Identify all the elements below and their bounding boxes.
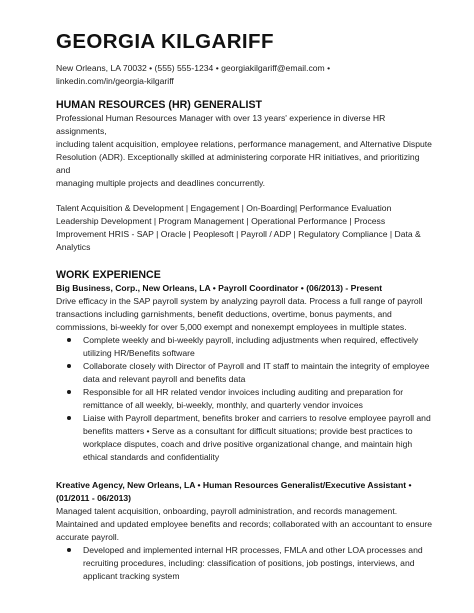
bullet-line: utilizing HR/Benefits software xyxy=(83,348,195,358)
skills-line: Talent Acquisition & Development | Engagement | On-Boarding| Performance Evaluation xyxy=(56,203,392,213)
job-description-line: accurate payroll. xyxy=(56,532,120,542)
summary-line: managing multiple projects and deadlines concurrently. xyxy=(56,178,266,188)
bullet-line: remittance of all weekly, bi-weekly, monthly, and quarterly vendor invoices xyxy=(83,400,363,410)
summary-line: Resolution (ADR). Exceptionally skilled at administering corporate HR initiatives, and prioritizing and xyxy=(56,152,420,175)
bullet-line: Collaborate closely with Director of Payroll and IT staff to maintain the integrity of employee xyxy=(83,361,430,371)
job-description-line: transactions including garnishments, benefit deductions, overtime, bonus payments, and xyxy=(56,309,392,319)
candidate-name: GEORGIA KILGARIFF xyxy=(56,30,274,53)
contact-line: New Orleans, LA 70032 • (555) 555-1234 • georgiakilgariff@email.com • xyxy=(56,63,331,73)
job-bullets xyxy=(56,544,434,583)
skills-line: Analytics xyxy=(56,242,91,252)
bullet-line: Responsible for all HR related vendor invoices including auditing and preparation for xyxy=(83,387,404,397)
job-heading xyxy=(56,479,434,505)
skills-list xyxy=(56,202,434,254)
bullet-item xyxy=(56,412,434,464)
job-heading: Big Business, Corp., New Orleans, LA • Payroll Coordinator • (06/2013) - Present xyxy=(56,283,383,293)
job-heading-line: (01/2011 - 06/2013) xyxy=(56,493,132,503)
bullet-line: data and relevant payroll and benefits data xyxy=(83,374,246,384)
summary-line: Professional Human Resources Manager with over 13 years' experience in diverse HR assignments, xyxy=(56,113,386,136)
bullet-item xyxy=(56,544,434,583)
job-bullets xyxy=(56,334,434,464)
job-description-line: Managed talent acquisition, onboarding, payroll administration, and records management. xyxy=(56,506,398,516)
job-description-line: Drive efficacy in the SAP payroll system by analyzing payroll data. Process a full range of payroll xyxy=(56,296,423,306)
experience-title: WORK EXPERIENCE xyxy=(56,269,161,281)
job-description xyxy=(56,295,434,334)
bullet-item xyxy=(56,334,434,360)
bullet-line: ethical standards and confidentiality xyxy=(83,452,220,462)
summary-line: including talent acquisition, employee relations, performance management, and Alternative Dispute xyxy=(56,139,432,149)
bullet-line: benefits matters • Serve as a consultant for difficult situations; provide best practices to xyxy=(83,426,413,436)
bullet-line: Complete weekly and bi-weekly payroll, including adjustments when required, effectively xyxy=(83,335,419,345)
skills-line: Leadership Development | Program Management | Operational Performance | Process xyxy=(56,216,386,226)
bullet-item xyxy=(56,386,434,412)
bullet-line: workplace disputes, coach and drive positive organizational change, and maintain high xyxy=(83,439,413,449)
job-heading-line: Kreative Agency, New Orleans, LA • Human Resources Generalist/Executive Assistant • xyxy=(56,480,412,490)
skills-line: Improvement HRIS - SAP | Oracle | Peoplesoft | Payroll / ADP | Regulatory Compliance | Data & xyxy=(56,229,421,239)
job-description-line: commissions, bi-weekly for over 5,000 exempt and nonexempt employees in multiple states. xyxy=(56,322,407,332)
summary-paragraph xyxy=(56,112,434,190)
bullet-item xyxy=(56,360,434,386)
job-entry xyxy=(56,479,434,583)
job-entry xyxy=(56,282,434,464)
bullet-line: recruiting procedures, including: classification of positions, job postings, interviews, and xyxy=(83,558,415,568)
summary-title: HUMAN RESOURCES (HR) GENERALIST xyxy=(56,99,262,111)
contact-info xyxy=(56,62,434,88)
bullet-line: applicant tracking system xyxy=(83,571,180,581)
job-description xyxy=(56,505,434,544)
bullet-line: Developed and implemented internal HR processes, FMLA and other LOA processes and xyxy=(83,545,423,555)
job-description-line: Maintained and updated employee benefits and records; collaborated with an accountant to ensure xyxy=(56,519,432,529)
bullet-line: Liaise with Payroll department, benefits broker and carriers to resolve employee payroll and xyxy=(83,413,431,423)
linkedin-url: linkedin.com/in/georgia-kilgariff xyxy=(56,76,174,86)
